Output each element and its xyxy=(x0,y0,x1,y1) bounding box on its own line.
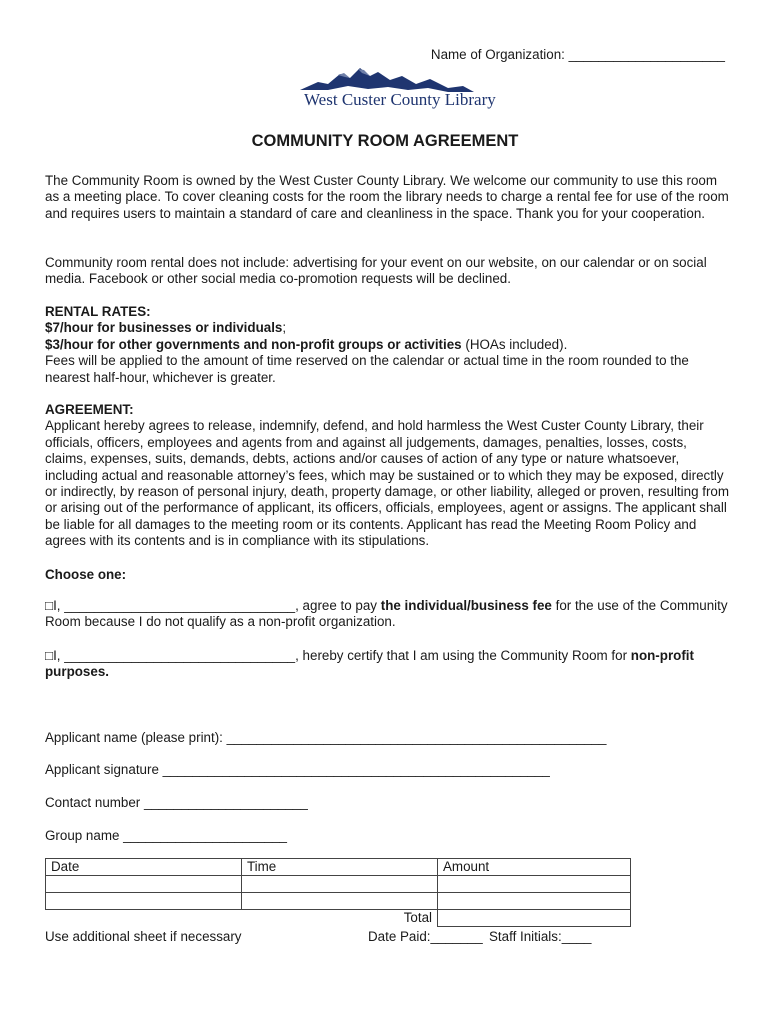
rental-rates-section xyxy=(45,304,730,386)
time-cell[interactable] xyxy=(242,876,438,893)
total-amount-cell[interactable] xyxy=(438,910,631,927)
rate-note: Fees will be applied to the amount of time reserved on the calendar or actual time in the room rounded to the nearest half-hour, whichever is greater. xyxy=(45,353,689,385)
page-title: COMMUNITY ROOM AGREEMENT xyxy=(251,132,519,150)
amount-cell[interactable] xyxy=(438,893,631,910)
applicant-name-field[interactable]: Applicant name (please print): ___________________________________________________ xyxy=(45,730,607,745)
total-label: Total xyxy=(242,910,438,927)
amount-header: Amount xyxy=(438,859,631,876)
option-individual-fee[interactable]: □I, _______________________________, agree to pay the individual/business fee for the use of the Community Room because I do not qualify as a non-profit organization. xyxy=(45,598,728,630)
table-row[interactable] xyxy=(46,893,631,910)
rate-nonprofit: $3/hour for other governments and non-profit groups or activities (HOAs included). xyxy=(45,336,568,352)
applicant-signature-field[interactable]: Applicant signature ____________________________________________________ xyxy=(45,762,550,777)
time-cell[interactable] xyxy=(242,893,438,910)
date-paid-field[interactable]: Date Paid:_______ xyxy=(368,929,483,944)
rental-rates-heading: RENTAL RATES: xyxy=(45,304,151,319)
date-cell[interactable] xyxy=(46,893,242,910)
choose-one-heading: Choose one: xyxy=(45,567,127,582)
table-row[interactable] xyxy=(46,876,631,893)
organization-name-field[interactable]: Name of Organization: _____________________ xyxy=(430,47,725,62)
exclusions-paragraph: Community room rental does not include: advertising for your event on our website, on our calendar or on social media. Facebook or other social media co-promotion requests will be declined. xyxy=(45,255,707,287)
amount-cell[interactable] xyxy=(438,876,631,893)
staff-initials-field[interactable]: Staff Initials:____ xyxy=(489,929,592,944)
logo-text: West Custer County Library xyxy=(304,90,496,109)
time-header: Time xyxy=(242,859,438,876)
agreement-heading: AGREEMENT: xyxy=(45,402,134,417)
date-header: Date xyxy=(46,859,242,876)
intro-paragraph: The Community Room is owned by the West Custer County Library. We welcome our community to use this room as a meeting place. To cover cleaning costs for the room the library needs to charge a rental fee for use of the room and requires users to maintain a standard of care and cleanliness in the space. Thank you for your cooperation. xyxy=(45,173,729,221)
group-name-field[interactable]: Group name ______________________ xyxy=(45,828,287,843)
table-header-row xyxy=(46,859,631,876)
option-nonprofit[interactable]: □I, _______________________________, hereby certify that I am using the Community Room for non-profit purposes. xyxy=(45,648,694,680)
agreement-text: Applicant hereby agrees to release, indemnify, defend, and hold harmless the West Custer County Library, their officials, officers, employees and agents from and against all judgements, damages, penalties, losses, costs, claims, expenses, suits, demands, debts, actions and/or causes of action of any type or nature whatsoever, including actual and reasonable attorney’s fees, which may be sustained or to which they may be exposed, directly or indirectly, by reason of personal injury, death, property damage, or other liability, alleged or proven, resulting from or arising out of the performance of applicant, its officers, officials, employees, agent or assigns. The applicant shall be liable for all damages to the meeting room or its contents. Applicant has read the Meeting Room Policy and agrees with its contents and is in compliance with its stipulations. xyxy=(45,418,730,549)
additional-sheet-note: Use additional sheet if necessary xyxy=(45,929,242,944)
contact-number-field[interactable]: Contact number ______________________ xyxy=(45,795,308,810)
library-logo xyxy=(298,62,496,112)
rate-businesses: $7/hour for businesses or individuals; xyxy=(45,320,287,336)
fee-table xyxy=(45,858,631,927)
table-total-row[interactable] xyxy=(46,910,631,927)
agreement-section xyxy=(45,402,730,550)
date-cell[interactable] xyxy=(46,876,242,893)
